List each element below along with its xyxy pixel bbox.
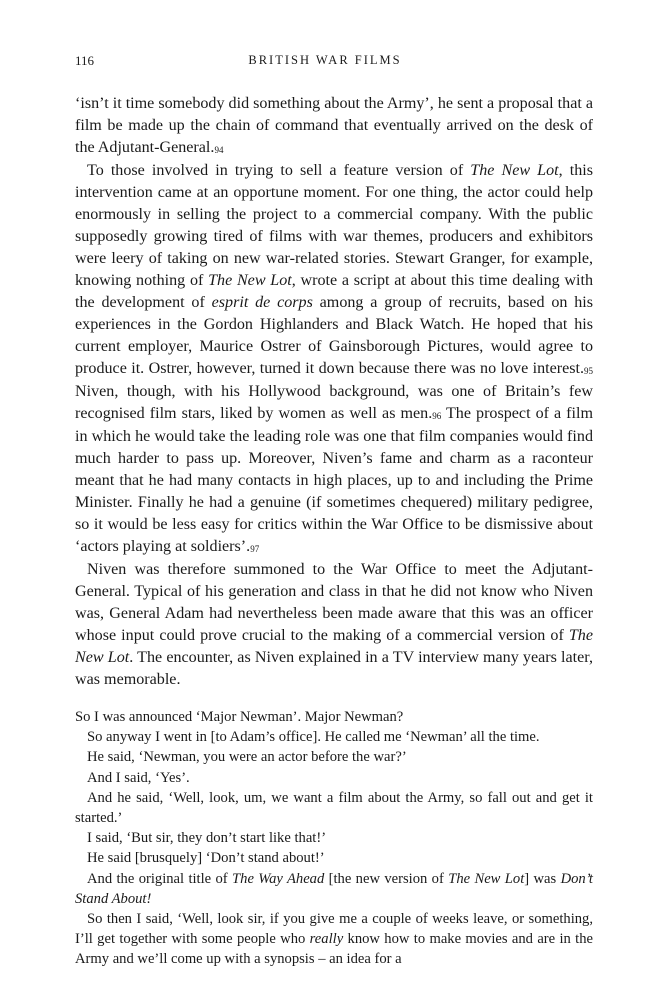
footnote-ref: 94 (214, 145, 224, 155)
italic-text: The Way Ahead (232, 870, 325, 887)
body-text (75, 93, 593, 970)
italic-text: really (309, 931, 344, 948)
italic-text: The New Lot (208, 272, 292, 289)
quote-line (75, 727, 593, 747)
text-run: So anyway I went in [to Adam’s office]. He called me ‘Newman’ all the time. (87, 729, 540, 746)
quote-line (75, 869, 593, 909)
text-run: He said [brusquely] ‘Don’t stand about!’ (87, 850, 325, 867)
running-head (75, 53, 575, 73)
text-run: He said, ‘Newman, you were an actor before the war?’ (87, 749, 407, 766)
text-run: And the original title of (87, 870, 233, 887)
quote-line (75, 848, 593, 868)
italic-text: The New Lot (448, 870, 525, 887)
text-run: The prospect of a film in which he would take the leading role was one that film companies would find much harder to pass up. Moreover, Niven’s fame and charm as a raconteur meant that he had many contacts in high places, up to and including the Prime Minister. Finally he had a genuine (if sometimes chequered) military pedigree, so it would be less easy for critics within the War Office to be dismissive about ‘actors playing at soldiers’. (75, 405, 593, 555)
text-run: know how to make movies and are in the Army and we’ll come up with a synopsis – an idea for a (75, 931, 594, 968)
text-run: I said, ‘But sir, they don’t start like that!’ (87, 830, 327, 847)
quote-line (75, 828, 593, 848)
italic-text: The New Lot (470, 162, 559, 179)
text-run: Niven was therefore summoned to the War Office to meet the Adjutant-General. Typical of his generation and class in that he did not know who Niven was, General Adam had nevertheless been made aware that this was an officer whose input could prove crucial to the making of a commercial version of (75, 561, 593, 644)
paragraph (75, 160, 593, 559)
quote-line (75, 707, 593, 727)
text-run: , this intervention came at an opportune moment. For one thing, the actor could help enormously in selling the project to a commercial company. With the public supposedly growing tired of films with war themes, producers and exhibitors were leery of taking on new war-related stories. Stewart Granger, for example, knowing nothing of (75, 162, 593, 289)
text-run: ] was (524, 870, 561, 887)
text-run: , wrote a script at about this time dealing with the development of (75, 272, 594, 311)
footnote-ref: 95 (584, 366, 593, 376)
paragraph (75, 559, 593, 691)
footnote-ref: 96 (432, 411, 442, 421)
page-number: 116 (75, 53, 95, 68)
quote-line (75, 788, 593, 828)
text-run: [the new version of (324, 870, 449, 887)
text-run: among a group of recruits, based on his experiences in the Gordon Highlanders and Black Watch. He hoped that his current employer, Maurice Ostrer of Gainsborough Pictures, would agree to produce it. Ostrer, however, turned it down because there was no love interest. (75, 294, 594, 377)
text-run: So then I said, ‘Well, look sir, if you give me a couple of weeks leave, or something, I’ll get together with some people who (75, 911, 593, 948)
quote-line (75, 747, 593, 767)
running-title: BRITISH WAR FILMS (248, 53, 402, 67)
text-run: ‘isn’t it time somebody did something about the Army’, he sent a proposal that a film be made up the chain of command that eventually arrived on the desk of the Adjutant-General. (75, 95, 593, 156)
text-run: And he said, ‘Well, look, um, we want a film about the Army, so fall out and get it started.’ (75, 789, 593, 827)
paragraph (75, 93, 593, 160)
italic-text: Don’t Stand About! (75, 870, 593, 907)
text-run: Niven, though, with his Hollywood background, was one of Britain’s few recognised film stars, liked by women as well as men. (75, 383, 593, 422)
text-run: And I said, ‘Yes’. (87, 769, 190, 786)
quote-line (75, 909, 593, 970)
quote-line (75, 768, 593, 788)
text-run: So I was announced ‘Major Newman’. Major Newman? (75, 709, 404, 725)
block-quote (75, 707, 593, 970)
italic-text: The New Lot (75, 627, 593, 666)
text-run: To those involved in trying to sell a feature version of (87, 162, 471, 179)
italic-text: esprit de corps (211, 294, 313, 311)
footnote-ref: 97 (250, 544, 260, 554)
text-run: . The encounter, as Niven explained in a TV interview many years later, was memorable. (75, 649, 593, 688)
